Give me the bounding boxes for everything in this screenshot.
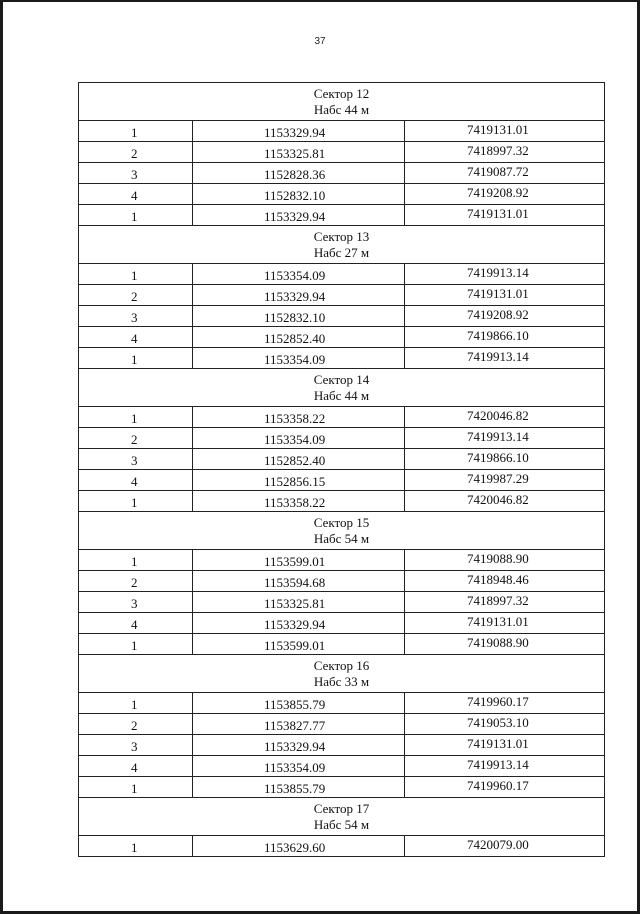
coord-y: 7419088.90 (405, 550, 605, 571)
coord-y: 7419913.14 (405, 264, 605, 285)
sector-title: Сектор 15 (313, 515, 370, 530)
coord-x: 1153354.09 (193, 348, 405, 369)
coord-x: 1153354.09 (193, 756, 405, 777)
coord-x: 1153855.79 (193, 693, 405, 714)
sector-header-row (79, 798, 605, 836)
point-number: 4 (79, 613, 193, 634)
coord-y: 7419208.92 (405, 306, 605, 327)
coord-x: 1153325.81 (193, 592, 405, 613)
table-row (79, 693, 605, 714)
sector-title: Сектор 17 (313, 801, 370, 816)
coord-x: 1152852.40 (193, 327, 405, 348)
point-number: 1 (79, 777, 193, 798)
point-number: 1 (79, 407, 193, 428)
sector-height: Набс 33 м (313, 674, 370, 689)
table-row (79, 470, 605, 491)
coord-y: 7418948.46 (405, 571, 605, 592)
sector-title: Сектор 13 (313, 229, 370, 244)
point-number: 4 (79, 756, 193, 777)
table-row (79, 756, 605, 777)
coord-x: 1152828.36 (193, 163, 405, 184)
table-row (79, 491, 605, 512)
table-row (79, 142, 605, 163)
table-row (79, 550, 605, 571)
table-row (79, 407, 605, 428)
point-number: 2 (79, 571, 193, 592)
table-row (79, 449, 605, 470)
coord-y: 7419088.90 (405, 634, 605, 655)
coord-y: 7418997.32 (405, 592, 605, 613)
document-page (3, 2, 637, 911)
table-row (79, 592, 605, 613)
coord-y: 7420079.00 (405, 836, 605, 857)
table-row (79, 205, 605, 226)
coord-y: 7419960.17 (405, 693, 605, 714)
coord-x: 1153599.01 (193, 550, 405, 571)
point-number: 1 (79, 634, 193, 655)
point-number: 4 (79, 184, 193, 205)
point-number: 2 (79, 285, 193, 306)
point-number: 1 (79, 550, 193, 571)
coord-x: 1153358.22 (193, 407, 405, 428)
table-row (79, 836, 605, 857)
coord-y: 7419131.01 (405, 121, 605, 142)
point-number: 4 (79, 470, 193, 491)
coordinates-table (78, 82, 605, 857)
coord-y: 7419131.01 (405, 613, 605, 634)
table-row (79, 735, 605, 756)
coord-y: 7419087.72 (405, 163, 605, 184)
point-number: 1 (79, 693, 193, 714)
table-row (79, 306, 605, 327)
sector-height: Набс 54 м (313, 531, 370, 546)
point-number: 3 (79, 449, 193, 470)
table-row (79, 571, 605, 592)
coord-y: 7419053.10 (405, 714, 605, 735)
coord-x: 1153358.22 (193, 491, 405, 512)
sector-title: Сектор 12 (313, 86, 370, 101)
sector-header (79, 655, 605, 693)
sector-title: Сектор 16 (313, 658, 370, 673)
coord-x: 1152832.10 (193, 184, 405, 205)
point-number: 1 (79, 491, 193, 512)
table-row (79, 348, 605, 369)
coord-x: 1153354.09 (193, 428, 405, 449)
sector-height: Набс 54 м (313, 817, 370, 832)
table-row (79, 613, 605, 634)
coord-y: 7419131.01 (405, 205, 605, 226)
coord-y: 7418997.32 (405, 142, 605, 163)
coord-y: 7419866.10 (405, 327, 605, 348)
coord-y: 7419913.14 (405, 756, 605, 777)
sector-height: Набс 44 м (313, 388, 370, 403)
point-number: 2 (79, 142, 193, 163)
point-number: 1 (79, 264, 193, 285)
sector-height: Набс 27 м (313, 245, 370, 260)
table-row (79, 184, 605, 205)
sector-title: Сектор 14 (313, 372, 370, 387)
sector-header-row (79, 512, 605, 550)
coord-x: 1152832.10 (193, 306, 405, 327)
sector-header (79, 798, 605, 836)
coord-y: 7419208.92 (405, 184, 605, 205)
page-number: 37 (314, 36, 326, 47)
coord-x: 1153354.09 (193, 264, 405, 285)
point-number: 1 (79, 836, 193, 857)
coord-x: 1153329.94 (193, 285, 405, 306)
coord-x: 1153827.77 (193, 714, 405, 735)
sector-header-row (79, 226, 605, 264)
coord-y: 7419913.14 (405, 348, 605, 369)
table-row (79, 285, 605, 306)
coordinates-table-body (79, 83, 605, 857)
point-number: 3 (79, 163, 193, 184)
coord-x: 1152856.15 (193, 470, 405, 491)
point-number: 2 (79, 428, 193, 449)
table-row (79, 714, 605, 735)
sector-header (79, 369, 605, 407)
sector-header-row (79, 655, 605, 693)
point-number: 1 (79, 348, 193, 369)
coord-y: 7419131.01 (405, 285, 605, 306)
coord-y: 7420046.82 (405, 491, 605, 512)
coord-y: 7419913.14 (405, 428, 605, 449)
coord-x: 1153329.94 (193, 205, 405, 226)
coord-x: 1153329.94 (193, 121, 405, 142)
table-row (79, 777, 605, 798)
coord-y: 7420046.82 (405, 407, 605, 428)
point-number: 1 (79, 205, 193, 226)
coord-y: 7419960.17 (405, 777, 605, 798)
coord-x: 1152852.40 (193, 449, 405, 470)
coord-x: 1153329.94 (193, 735, 405, 756)
sector-header (79, 226, 605, 264)
sector-height: Набс 44 м (313, 102, 370, 117)
coord-y: 7419131.01 (405, 735, 605, 756)
coord-x: 1153629.60 (193, 836, 405, 857)
point-number: 3 (79, 306, 193, 327)
table-row (79, 327, 605, 348)
sector-header (79, 83, 605, 121)
point-number: 3 (79, 592, 193, 613)
coord-x: 1153329.94 (193, 613, 405, 634)
coord-x: 1153599.01 (193, 634, 405, 655)
coord-x: 1153855.79 (193, 777, 405, 798)
sector-header (79, 512, 605, 550)
coord-x: 1153594.68 (193, 571, 405, 592)
point-number: 3 (79, 735, 193, 756)
table-row (79, 264, 605, 285)
sector-header-row (79, 83, 605, 121)
coord-y: 7419866.10 (405, 449, 605, 470)
table-row (79, 163, 605, 184)
sector-header-row (79, 369, 605, 407)
point-number: 1 (79, 121, 193, 142)
coord-y: 7419987.29 (405, 470, 605, 491)
table-row (79, 428, 605, 449)
point-number: 4 (79, 327, 193, 348)
table-row (79, 634, 605, 655)
point-number: 2 (79, 714, 193, 735)
coord-x: 1153325.81 (193, 142, 405, 163)
table-row (79, 121, 605, 142)
